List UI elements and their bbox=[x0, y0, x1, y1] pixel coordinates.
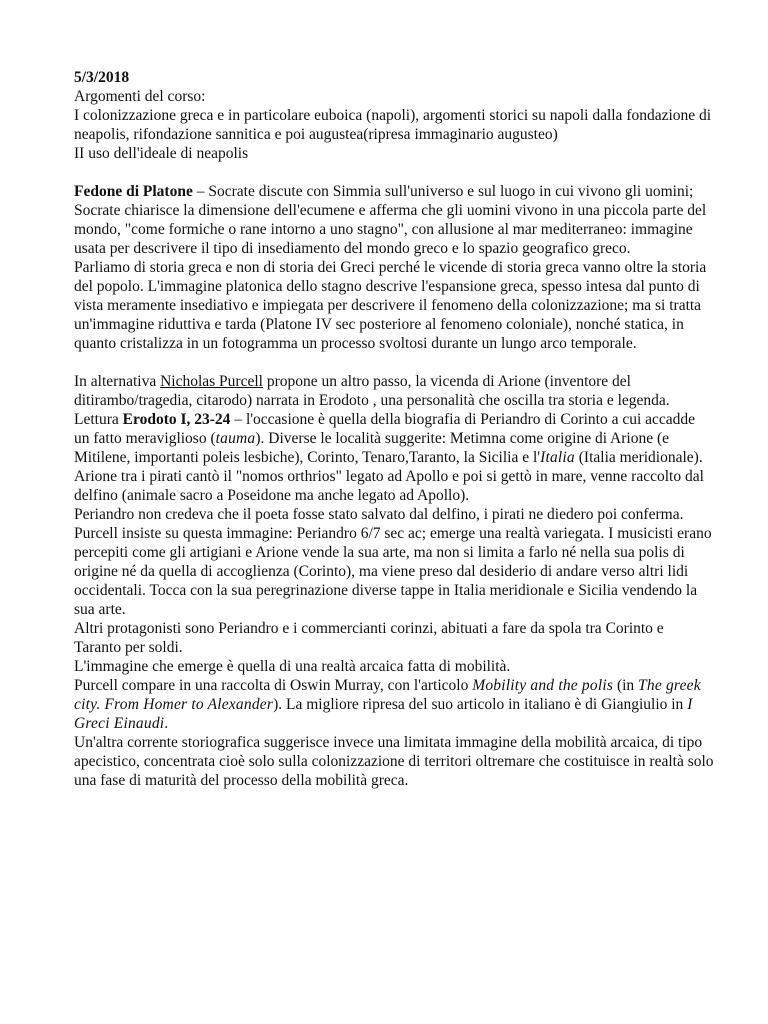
mobilita-paragraph: L'immagine che emerge è quella di una realtà arcaica fatta di mobilità. bbox=[74, 658, 511, 675]
purcell-name-link: Nicholas Purcell bbox=[160, 373, 263, 390]
murray-paragraph: Purcell compare in una raccolta di Oswin Murray, con l'articolo Mobility and the polis (in The greek city. From Homer to Alexander). La migliore ripresa del suo articolo in italiano è di Giangiulio in I Greci Einaudi. bbox=[74, 677, 701, 732]
protagonisti-paragraph: Altri protagonisti sono Periandro e i commercianti corinzi, abituati a fare da spola tra Corinto e Taranto per soldi. bbox=[74, 620, 664, 656]
erodoto-reference: Erodoto I, 23-24 bbox=[122, 411, 231, 428]
periandro-paragraph: Periandro non credeva che il poeta fosse stato salvato dal delfino, i pirati ne diedero poi conferma. bbox=[74, 506, 684, 523]
purcell-intro-paragraph: In alternativa Nicholas Purcell propone un altro passo, la vicenda di Arione (inventore del ditirambo/tragedia, citarodo) narrata in Erodoto , una personalità che oscilla tra storia e legenda. bbox=[74, 373, 670, 409]
document-page bbox=[74, 68, 714, 790]
purcell-image-paragraph: Purcell insiste su questa immagine: Periandro 6/7 sec ac; emerge una realtà variegata. I musicisti erano percepiti come gli artigiani e Arione vende la sua arte, ma non si limita a farlo né nella sua polis di origine né da quella di accoglienza (Corinto), ma viene preso dal desiderio di andare verso altri lidi occidentali. Tocca con la sua peregrinazione diverse tappe in Italia meridionale e Sicilia vendendo la sua arte. bbox=[74, 525, 712, 618]
topic-one: I colonizzazione greca e in particolare euboica (napoli), argomenti storici su napoli dalla fondazione di neapolis, rifondazione sannitica e poi augustea(ripresa immaginario augusteo) bbox=[74, 107, 712, 143]
fedone-title: Fedone di Platone bbox=[74, 183, 193, 200]
storia-greca-paragraph: Parliamo di storia greca e non di storia dei Greci perché le vicende di storia greca vanno oltre la storia del popolo. L'immagine platonica dello stagno descrive l'espansione greca, spesso intesa dal punto di vista meramente insediativo e impiegata per descrivere il fenomeno della colonizzazione; ma si tratta un'immagine riduttiva e tarda (Platone IV sec posteriore al fenomeno coloniale), nonché statica, in quanto cristalizza in un fotogramma un processo svoltosi durante un lungo arco temporale. bbox=[74, 259, 707, 352]
topic-two: II uso dell'ideale di neapolis bbox=[74, 145, 249, 162]
date-heading: 5/3/2018 bbox=[74, 69, 130, 86]
corrente-paragraph: Un'altra corrente storiografica suggerisce invece una limitata immagine della mobilità arcaica, di tipo apecistico, concentrata cioè solo sulla colonizzazione di territori oltremare che costituisce in realtà solo una fase di maturità del processo della mobilità greca. bbox=[74, 734, 714, 789]
erodoto-paragraph: Lettura Erodoto I, 23-24 – l'occasione è quella della biografia di Periandro di Corinto a cui accadde un fatto meraviglioso (tauma). Diverse le località suggerite: Metimna come origine di Arione (e Mitilene, importanti poleis lesbiche), Corinto, Tenaro,Taranto, la Sicilia e l'Italia (Italia meridionale). bbox=[74, 411, 703, 466]
fedone-paragraph: Fedone di Platone – Socrate discute con Simmia sull'universo e sul luogo in cui vivono gli uomini; Socrate chiarisce la dimensione dell'ecumene e afferma che gli uomini vivono in una piccola parte del mondo, "come formiche o rane intorno a uno stagno", con allusione al mar mediterraneo: immagine usata per descrivere il tipo di insediamento del mondo greco e lo spazio geografico greco. bbox=[74, 183, 707, 257]
course-topics-heading: Argomenti del corso: bbox=[74, 88, 206, 105]
arione-paragraph: Arione tra i pirati cantò il "nomos orthrios" legato ad Apollo e poi si gettò in mare, venne raccolto dal delfino (animale sacro a Poseidone ma anche legato ad Apollo). bbox=[74, 468, 704, 504]
